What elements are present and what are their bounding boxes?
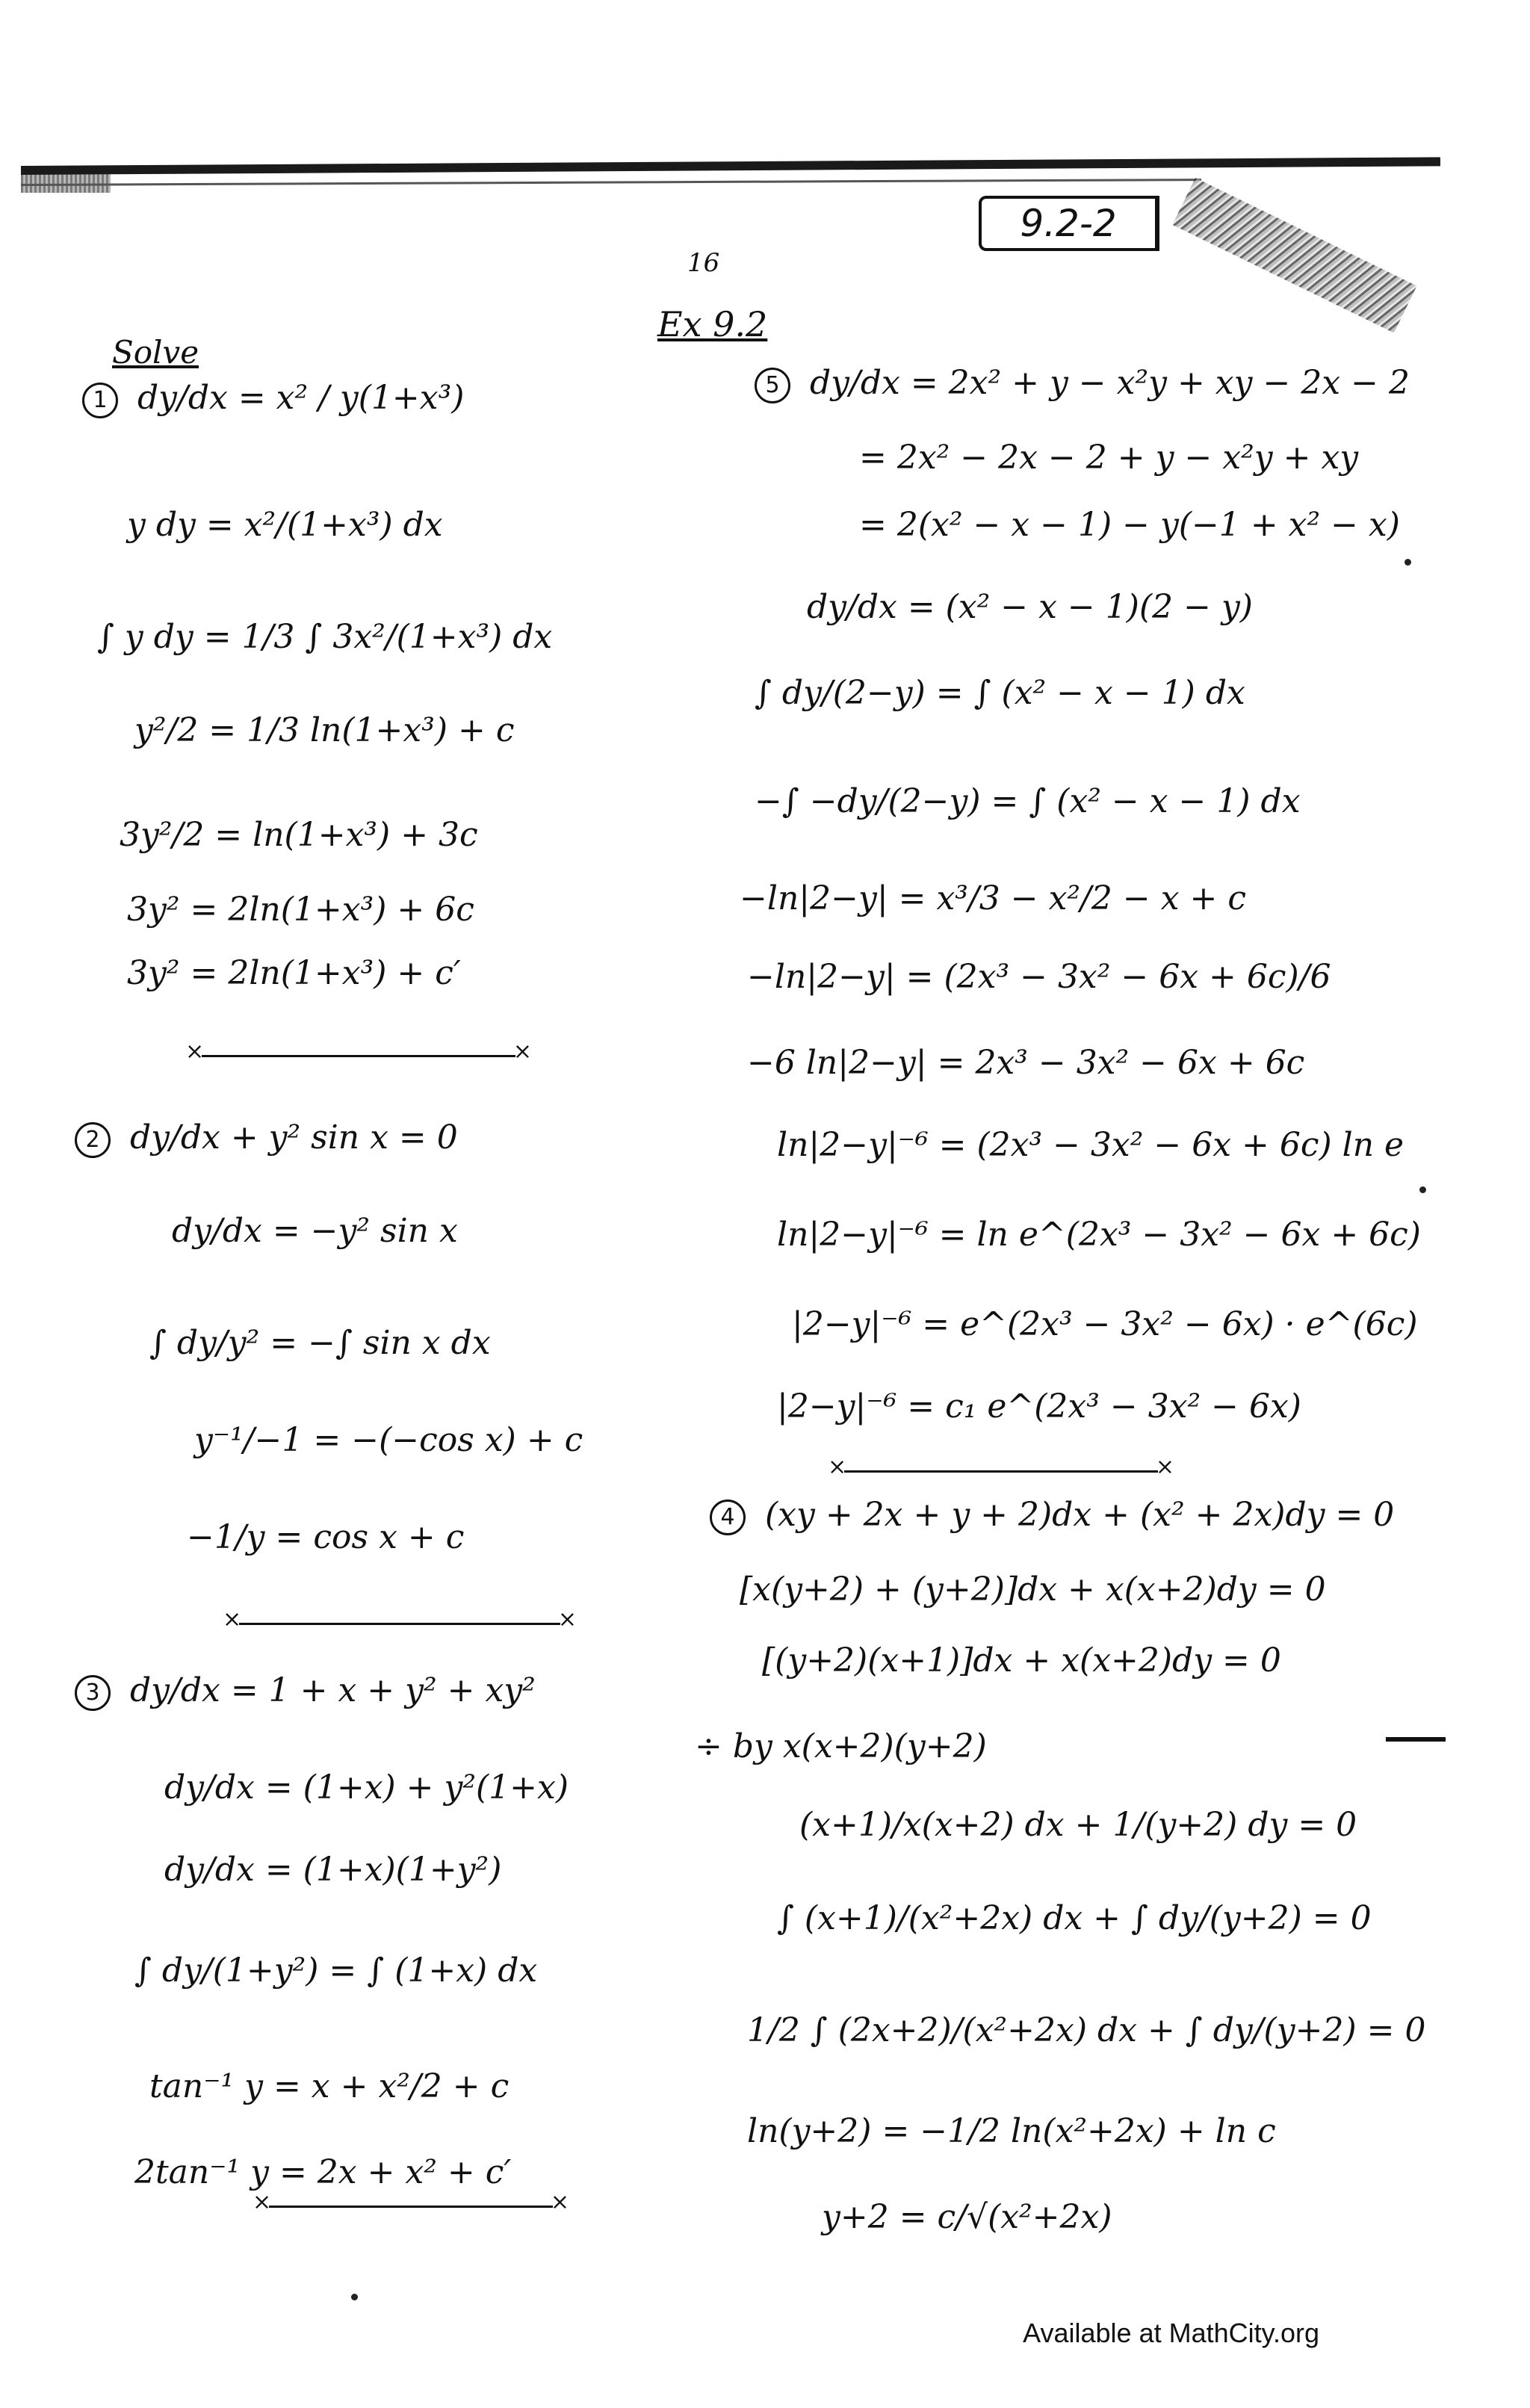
- footer-attribution: Available at MathCity.org: [1023, 2318, 1319, 2348]
- q1-separator: [202, 1055, 515, 1057]
- header-rule: [21, 157, 1440, 175]
- q4-line-7: 1/2 ∫ (2x+2)/(x²+2x) dx + ∫ dy/(y+2) = 0: [747, 2011, 1426, 2049]
- solve-label: Solve: [112, 334, 199, 371]
- q1-line-7: 3y² = 2ln(1+x³) + c′: [127, 954, 461, 992]
- q2-line-4: y⁻¹/−1 = −(−cos x) + c: [194, 1421, 583, 1459]
- q2-line-1: 2 dy/dx + y² sin x = 0: [75, 1121, 458, 1158]
- q3-line-6: 2tan⁻¹ y = 2x + x² + c′: [134, 2153, 512, 2191]
- q5-line-1: 5 dy/dx = 2x² + y − x²y + xy − 2x − 2: [755, 366, 1410, 403]
- scan-speck: [1404, 559, 1411, 566]
- q4-line-8: ln(y+2) = −1/2 ln(x²+2x) + ln c: [747, 2112, 1276, 2150]
- q5-line-8: −ln|2−y| = (2x³ − 3x² − 6x + 6c)/6: [747, 958, 1331, 996]
- q2-number: 2: [75, 1122, 111, 1158]
- header-rule-thin: [21, 179, 1201, 186]
- q3-line-3: dy/dx = (1+x)(1+y²): [164, 1851, 502, 1889]
- q5-line-10: ln|2−y|⁻⁶ = (2x³ − 3x² − 6x + 6c) ln e: [777, 1126, 1404, 1164]
- q4-line-3: [(y+2)(x+1)]dx + x(x+2)dy = 0: [762, 1641, 1281, 1680]
- q3-line-2: dy/dx = (1+x) + y²(1+x): [164, 1768, 569, 1807]
- q5-line-11: ln|2−y|⁻⁶ = ln e^(2x³ − 3x² − 6x + 6c): [777, 1216, 1421, 1254]
- q2-line-3: ∫ dy/y² = −∫ sin x dx: [149, 1324, 491, 1362]
- q5-line-6: −∫ −dy/(2−y) = ∫ (x² − x − 1) dx: [755, 782, 1301, 820]
- q5-line-13: |2−y|⁻⁶ = c₁ e^(2x³ − 3x² − 6x): [777, 1387, 1301, 1426]
- q4-line-5: (x+1)/x(x+2) dx + 1/(y+2) dy = 0: [799, 1806, 1357, 1844]
- scan-smudge-corner: [1172, 178, 1416, 333]
- scan-speck: [1419, 1186, 1426, 1193]
- q1-line-1: 1 dy/dx = x² / y(1+x³): [82, 381, 464, 418]
- q1-number: 1: [82, 383, 118, 418]
- q5-line-2: = 2x² − 2x − 2 + y − x²y + xy: [859, 439, 1359, 477]
- q3-number: 3: [75, 1675, 111, 1711]
- page-number: 16: [687, 248, 720, 278]
- section-code: 9.2-2: [1020, 202, 1117, 245]
- q2-line-2: dy/dx = −y² sin x: [172, 1212, 458, 1250]
- q5-line-4: dy/dx = (x² − x − 1)(2 − y): [807, 588, 1253, 626]
- q4-line-2: [x(y+2) + (y+2)]dx + x(x+2)dy = 0: [740, 1570, 1326, 1609]
- q4-line-9: y+2 = c/√(x²+2x): [822, 2198, 1112, 2236]
- scan-speck: [351, 2294, 358, 2300]
- q1-line-2: y dy = x²/(1+x³) dx: [127, 506, 443, 544]
- q3-line-1: 3 dy/dx = 1 + x + y² + xy²: [75, 1674, 536, 1711]
- q5-number: 5: [755, 368, 790, 403]
- q1-line-5: 3y²/2 = ln(1+x³) + 3c: [120, 816, 478, 854]
- q5-line-9: −6 ln|2−y| = 2x³ − 3x² − 6x + 6c: [747, 1044, 1305, 1082]
- q4-number: 4: [710, 1499, 746, 1535]
- q3-separator: [269, 2206, 553, 2208]
- q4-line-6: ∫ (x+1)/(x²+2x) dx + ∫ dy/(y+2) = 0: [777, 1899, 1372, 1937]
- q2-separator: [239, 1623, 560, 1625]
- q3-line-4: ∫ dy/(1+y²) = ∫ (1+x) dx: [134, 1952, 538, 1990]
- q5-line-12: |2−y|⁻⁶ = e^(2x³ − 3x² − 6x) · e^(6c): [792, 1305, 1418, 1343]
- q1-line-3: ∫ y dy = 1/3 ∫ 3x²/(1+x³) dx: [97, 618, 553, 656]
- q4-line-1: 4 (xy + 2x + y + 2)dx + (x² + 2x)dy = 0: [710, 1498, 1394, 1535]
- section-code-box: [979, 196, 1159, 251]
- q5-line-5: ∫ dy/(2−y) = ∫ (x² − x − 1) dx: [755, 674, 1245, 712]
- q4-line-4: ÷ by x(x+2)(y+2): [695, 1727, 987, 1765]
- q1-line-6: 3y² = 2ln(1+x³) + 6c: [127, 891, 474, 929]
- q5-line-3: = 2(x² − x − 1) − y(−1 + x² − x): [859, 506, 1400, 544]
- q3-line-5: tan⁻¹ y = x + x²/2 + c: [149, 2067, 510, 2105]
- q2-line-5: −1/y = cos x + c: [187, 1518, 465, 1556]
- q5-separator: [844, 1470, 1158, 1473]
- q5-line-7: −ln|2−y| = x³/3 − x²/2 − x + c: [740, 879, 1247, 917]
- q1-line-4: y²/2 = 1/3 ln(1+x³) + c: [134, 711, 515, 749]
- exercise-title: Ex 9.2: [657, 304, 768, 344]
- scan-mark: [1386, 1737, 1446, 1742]
